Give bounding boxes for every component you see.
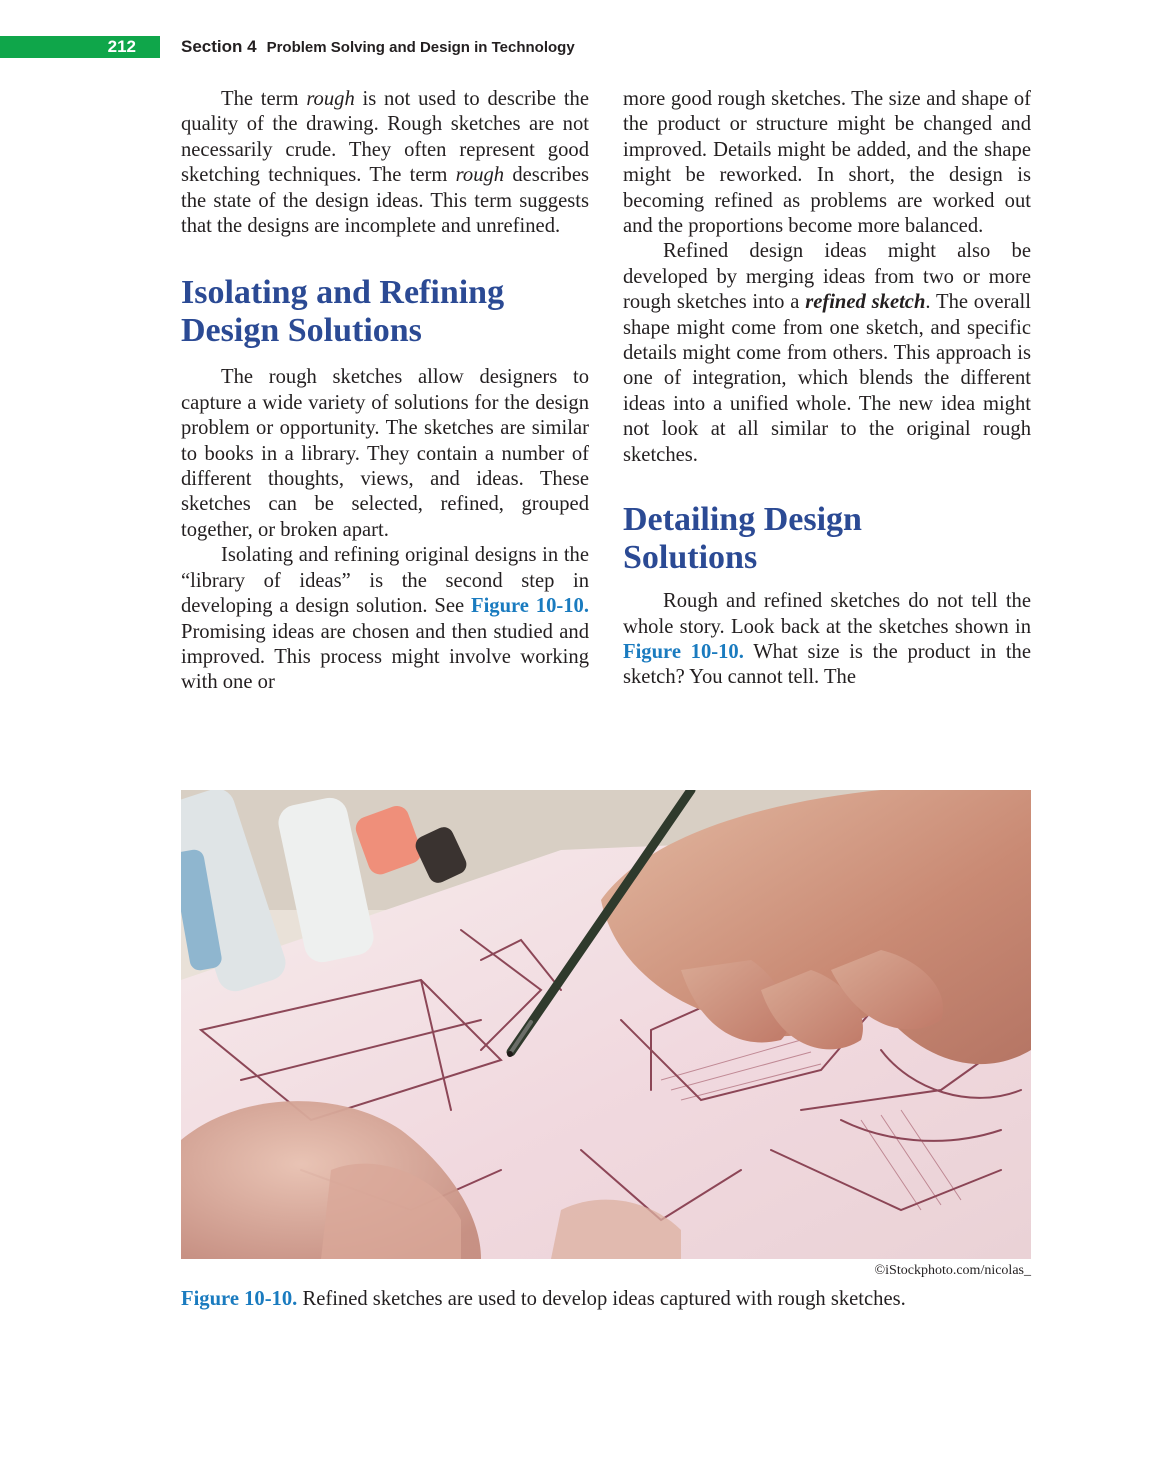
figure-caption: Figure 10-10. Refined sketches are used to develop ideas captured with rough sketches. bbox=[181, 1288, 906, 1310]
running-header bbox=[181, 36, 575, 58]
paragraph-rough-term: The term rough is not used to describe the quality of the drawing. Rough sketches are not necessarily crude. They often represent good sketching techniques. The term rough describes the state of the design ideas. This term suggests that the designs are incomplete and unrefined. bbox=[181, 88, 589, 238]
section-title: Problem Solving and Design in Technology bbox=[266, 39, 575, 56]
figure-label: Figure 10-10. bbox=[181, 1288, 298, 1310]
left-column bbox=[181, 87, 589, 696]
heading-isolating-refining: Isolating and Refining Design Solutions bbox=[181, 274, 505, 350]
photo-credit: ©iStockphoto.com/nicolas_ bbox=[874, 1263, 1031, 1278]
sketching-photo bbox=[181, 790, 1031, 1259]
italic-term-rough: rough bbox=[306, 88, 355, 110]
italic-term-rough: rough bbox=[455, 164, 505, 187]
figure-reference-link[interactable]: Figure 10-10. bbox=[470, 595, 590, 618]
paragraph-rough-sketches-library: The rough sketches allow designers to capture a wide variety of solutions for the design problem or opportunity. The sketches are similar to books in a library. They contain a number of different thoughts, views, and ideas. These sketches can be selected, refined, grouped together, or broken apart. bbox=[181, 366, 589, 541]
figure-reference-link[interactable]: Figure 10-10. bbox=[623, 640, 744, 663]
page-number-badge: 212 bbox=[0, 36, 160, 58]
paragraph-isolating-refining: Isolating and refining original designs in the “library of ideas” is the second step in developing a design solution. See Figure 10-10. Promising ideas are chosen and then studied and improved. This process might involve working with one or bbox=[181, 544, 590, 694]
paragraph-detailing: Rough and refined sketches do not tell the whole story. Look back at the sketches shown in Figure 10-10. What size is the product in the sketch? You cannot tell. The bbox=[623, 590, 1031, 689]
paragraph-refined-sketch: Refined design ideas might also be developed by merging ideas from two or more rough sketches into a refined sketch. The overall shape might come from one sketch, and specific details might come from others. This approach is one of integration, which blends the different ideas into a unified whole. The new idea might not look at all similar to the original rough sketches. bbox=[623, 240, 1031, 466]
right-column bbox=[623, 87, 1031, 691]
heading-detailing-design: Detailing Design Solutions bbox=[623, 501, 862, 577]
paragraph-continued: more good rough sketches. The size and shape of the product or structure might be changed and improved. Details might be added, and the shape might be reworked. In short, the design is becoming refined as problems are worked out and the proportions become more balanced. bbox=[623, 88, 1031, 238]
section-label: Section 4 bbox=[181, 37, 257, 56]
key-term-refined-sketch: refined sketch bbox=[805, 291, 926, 314]
